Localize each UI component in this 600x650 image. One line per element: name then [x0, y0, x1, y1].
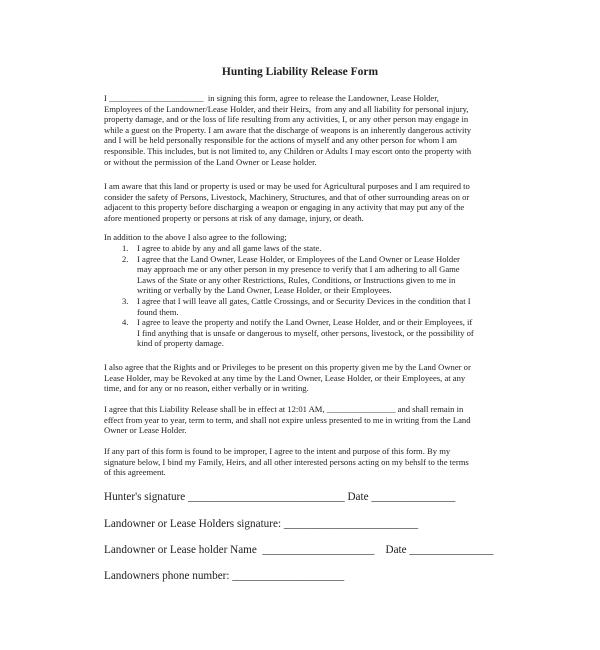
list-item	[104, 296, 504, 317]
phone-number-line[interactable]: Landowners phone number: ____________________	[104, 570, 345, 582]
release-paragraph: I ______________________ in signing this form, agree to release the Landowner, Lease Holder, Employees of the Landowner/Lease Holder, and their Heirs, from any and all liability for personal injury, property damage, and or the loss of life resulting from any activities, I, or any other person may engage in while a guest on the Property. I am aware that the discharge of weapons is an inherently dangerous activity and I will be held personally responsible for the actions of myself and any other person for whom I am responsible. This includes, but is not limited to, any Children or Adults I may escort onto the property with or without the permission of the Land Owner or Lease holder.	[104, 93, 472, 167]
agreement-intro: In addition to the above I also agree to the following;	[104, 232, 287, 242]
landowner-name-line[interactable]: Landowner or Lease holder Name ____________________ Date _______________	[104, 544, 494, 556]
list-item-text: I agree that the Land Owner, Lease Holder, or Employees of the Land Owner or Lease Holder may approach me or any other person in my presence to verify that I am adhering to all Game Laws of the State or any other Restrictions, Rules, Conditions, or Instructions given to me in writing or verbally by the Land Owner, Lease Holder, or their Employees.	[137, 253, 460, 296]
agricultural-paragraph: I am aware that this land or property is used or may be used for Agricultural purposes and I am required to consider the safety of Persons, Livestock, Machinery, Structures, and that of other surrounding areas on or adjacent to this property before discharging a weapon or engaging in any activity that may put any of the afore mentioned property or persons at risk of any damage, injury, or death.	[104, 181, 470, 223]
severability-paragraph: If any part of this form is found to be improper, I agree to the intent and purpose of this form. By my signature below, I bind my Family, Heirs, and all other interested persons acting on my behslf to the terms of this agreement.	[104, 446, 469, 478]
list-item	[104, 254, 504, 296]
effect-paragraph: I agree that this Liability Release shall be in effect at 12:01 AM, ________________ and shall remain in effect from year to year, term to term, and shall not expire unless presented to me in writing from the Land Owner or Lease Holder.	[104, 404, 471, 436]
list-item-number: 2.	[122, 253, 129, 264]
list-item	[104, 317, 504, 349]
landowner-signature-line[interactable]: Landowner or Lease Holders signature: ________________________	[104, 518, 419, 530]
agreement-list	[104, 243, 504, 349]
hunter-signature-line[interactable]: Hunter's signature ____________________________ Date _______________	[104, 491, 456, 503]
privileges-paragraph: I also agree that the Rights and or Privileges to be present on this property given me by the Land Owner or Lease Holder, may be Revoked at any time by the Land Owner, Lease Holder, or their Employees, at any time, and for any or no reason, either verbally or in writing.	[104, 362, 471, 394]
list-item-text: I agree to abide by any and all game laws of the state.	[137, 243, 322, 253]
list-item-number: 3.	[122, 295, 129, 306]
list-item-number: 4.	[122, 317, 129, 328]
list-item	[104, 243, 504, 254]
document-title: Hunting Liability Release Form	[221, 66, 379, 78]
list-item-text: I agree to leave the property and notify the Land Owner, Lease Holder, and or their Employees, if I find anything that is unsafe or dangerous to myself, other persons, livestock, or the possibility of kind of property damage.	[137, 317, 474, 349]
list-item-text: I agree that I will leave all gates, Cattle Crossings, and or Security Devices in the condition that I found them.	[137, 295, 471, 317]
list-item-number: 1.	[122, 243, 129, 253]
